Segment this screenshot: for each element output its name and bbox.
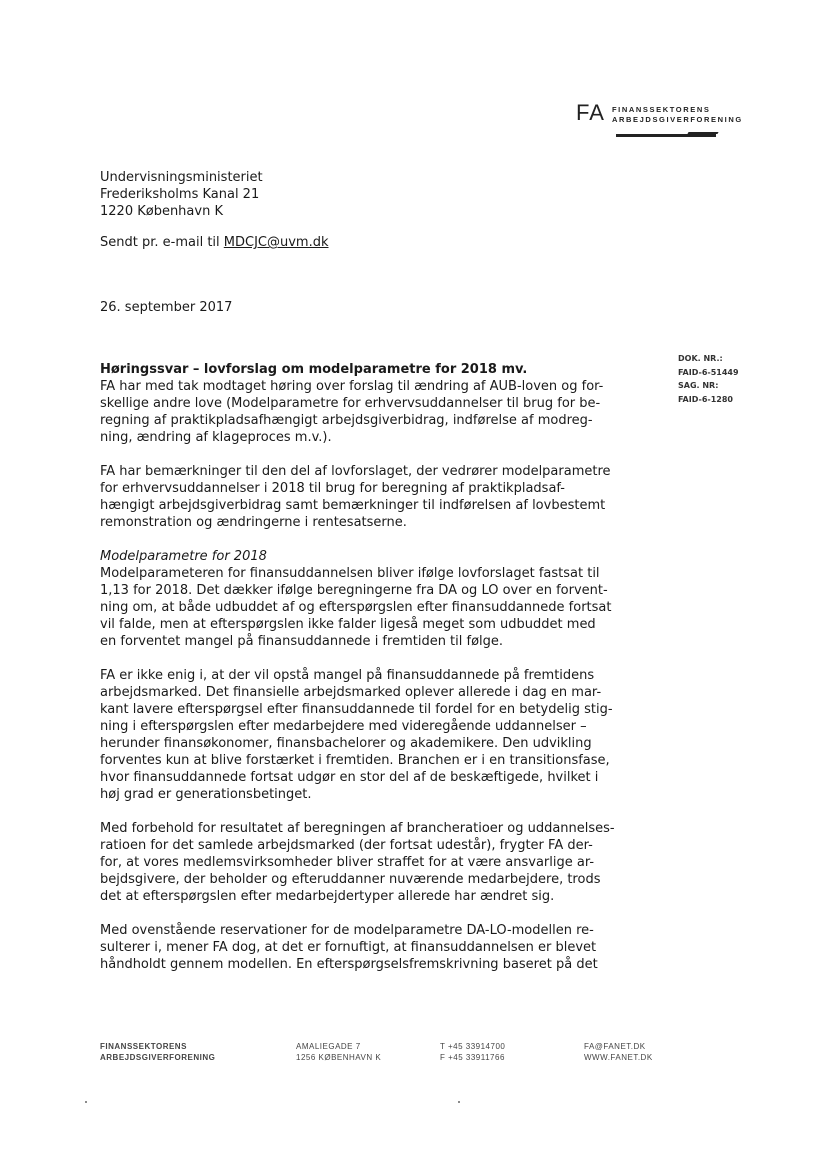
case-number-label: SAG. NR: bbox=[678, 381, 719, 390]
doc-number-label: DOK. NR.: bbox=[678, 354, 723, 363]
recipient-street: Frederiksholms Kanal 21 bbox=[100, 187, 260, 202]
text-line: ning i efterspørgslen efter medarbejdere med videregående uddannelser – bbox=[100, 719, 587, 734]
footer-contact bbox=[584, 1041, 653, 1063]
section-heading: Modelparametre for 2018 bbox=[100, 549, 267, 564]
footer-city: 1256 KØBENHAVN K bbox=[296, 1053, 382, 1062]
scan-speck bbox=[85, 1101, 87, 1103]
text-line: Med ovenstående reservationer for de modelparametre DA-LO-modellen re- bbox=[100, 923, 594, 938]
text-line: remonstration og ændringerne i rentesatserne. bbox=[100, 515, 407, 530]
footer-org-line-2: ARBEJDSGIVERFORENING bbox=[100, 1053, 216, 1062]
footer-phone bbox=[440, 1041, 505, 1063]
footer-website: WWW.FANET.DK bbox=[584, 1053, 653, 1062]
letter-date: 26. september 2017 bbox=[100, 300, 233, 315]
recipient-city: 1220 København K bbox=[100, 204, 223, 219]
text-line: hvor finansuddannede fortsat udgør en stor del af de beskæftigede, hvilket i bbox=[100, 770, 599, 785]
text-line: en forventet mangel på finansuddannede i fremtiden til følge. bbox=[100, 634, 504, 649]
text-line: vil falde, men at efterspørgslen ikke falder ligeså meget som udbuddet med bbox=[100, 617, 596, 632]
reference-block bbox=[678, 352, 739, 406]
footer-organization bbox=[100, 1041, 215, 1063]
text-line: skellige andre love (Modelparametre for erhvervsuddannelser til brug for be- bbox=[100, 396, 601, 411]
text-line: sulterer i, mener FA dog, at det er fornuftigt, at finansuddannelsen er blevet bbox=[100, 940, 597, 955]
logo-line-1: FINANSSEKTORENS bbox=[612, 105, 711, 114]
text-line: FA er ikke enig i, at der vil opstå mangel på finansuddannede på fremtidens bbox=[100, 668, 595, 683]
footer-org-line-1: FINANSSEKTORENS bbox=[100, 1042, 187, 1051]
recipient-name: Undervisningsministeriet bbox=[100, 170, 263, 185]
text-line: FA har bemærkninger til den del af lovforslaget, der vedrører modelparametre bbox=[100, 464, 611, 479]
logo-fa: FA bbox=[576, 100, 605, 125]
footer-address bbox=[296, 1041, 381, 1063]
text-line: forventes kun at blive forstærket i fremtiden. Branchen er i en transitionsfase, bbox=[100, 753, 610, 768]
text-line: det at efterspørgslen efter medarbejdertyper allerede har ændret sig. bbox=[100, 889, 555, 904]
text-line: ning om, at både udbuddet af og efterspørgslen efter finansuddannede fortsat bbox=[100, 600, 612, 615]
paragraph bbox=[100, 565, 635, 650]
recipient-address bbox=[100, 169, 263, 220]
paragraph bbox=[100, 378, 635, 446]
text-line: ning, ændring af klageproces m.v.). bbox=[100, 430, 332, 445]
letter-body bbox=[100, 361, 635, 973]
text-line: håndholdt gennem modellen. En efterspørgselsfremskrivning baseret på det bbox=[100, 957, 598, 972]
paragraph bbox=[100, 463, 635, 531]
text-line: kant lavere efterspørgsel efter finansuddannede til fordel for en betydelig stig- bbox=[100, 702, 613, 717]
footer-email: FA@FANET.DK bbox=[584, 1042, 646, 1051]
letterhead-logo bbox=[576, 100, 756, 145]
email-link[interactable]: MDCJC@uvm.dk bbox=[223, 235, 329, 250]
text-line: regning af praktikpladsafhængigt arbejdsgiverbidrag, indførelse af modreg- bbox=[100, 413, 593, 428]
case-number-value: FAID-6-1280 bbox=[678, 394, 733, 404]
text-line: 1,13 for 2018. Det dækker ifølge beregningerne fra DA og LO over en forvent- bbox=[100, 583, 608, 598]
text-line: hængigt arbejdsgiverbidrag samt bemærkninger til indførelsen af lovbestemt bbox=[100, 498, 606, 513]
text-line: ratioen for det samlede arbejdsmarked (der fortsat udestår), frygter FA der- bbox=[100, 838, 593, 853]
logo-line-2: ARBEJDSGIVERFORENING bbox=[612, 115, 743, 124]
paragraph bbox=[100, 820, 635, 905]
footer-street: AMALIEGADE 7 bbox=[296, 1042, 361, 1051]
scan-speck bbox=[458, 1101, 460, 1103]
doc-number-value: FAID-6-51449 bbox=[678, 367, 739, 377]
text-line: bejdsgivere, der beholder og efteruddanner nuværende medarbejdere, trods bbox=[100, 872, 601, 887]
text-line: herunder finansøkonomer, finansbachelorer og akademikere. Den udvikling bbox=[100, 736, 592, 751]
sent-prefix: Sendt pr. e-mail til bbox=[100, 235, 224, 250]
footer-telephone: T +45 33914700 bbox=[440, 1042, 506, 1051]
letter-title: Høringssvar – lovforslag om modelparametre for 2018 mv. bbox=[100, 362, 528, 377]
text-line: Modelparameteren for finansuddannelsen bliver ifølge lovforslaget fastsat til bbox=[100, 566, 600, 581]
footer-fax: F +45 33911766 bbox=[440, 1053, 505, 1062]
text-line: FA har med tak modtaget høring over forslag til ændring af AUB-loven og for- bbox=[100, 379, 604, 394]
text-line: for, at vores medlemsvirksomheder bliver straffet for at være ansvarlige ar- bbox=[100, 855, 595, 870]
paragraph bbox=[100, 667, 635, 803]
text-line: Med forbehold for resultatet af beregningen af brancheratioer og uddannelses- bbox=[100, 821, 615, 836]
text-line: arbejdsmarked. Det finansielle arbejdsmarked oplever allerede i dag en mar- bbox=[100, 685, 602, 700]
text-line: for erhvervsuddannelser i 2018 til brug for beregning af praktikpladsaf- bbox=[100, 481, 565, 496]
logo-bar-accent bbox=[687, 132, 718, 134]
text-line: høj grad er generationsbetinget. bbox=[100, 787, 312, 802]
sent-line bbox=[100, 235, 329, 250]
logo-bar bbox=[616, 134, 716, 137]
paragraph bbox=[100, 922, 635, 973]
